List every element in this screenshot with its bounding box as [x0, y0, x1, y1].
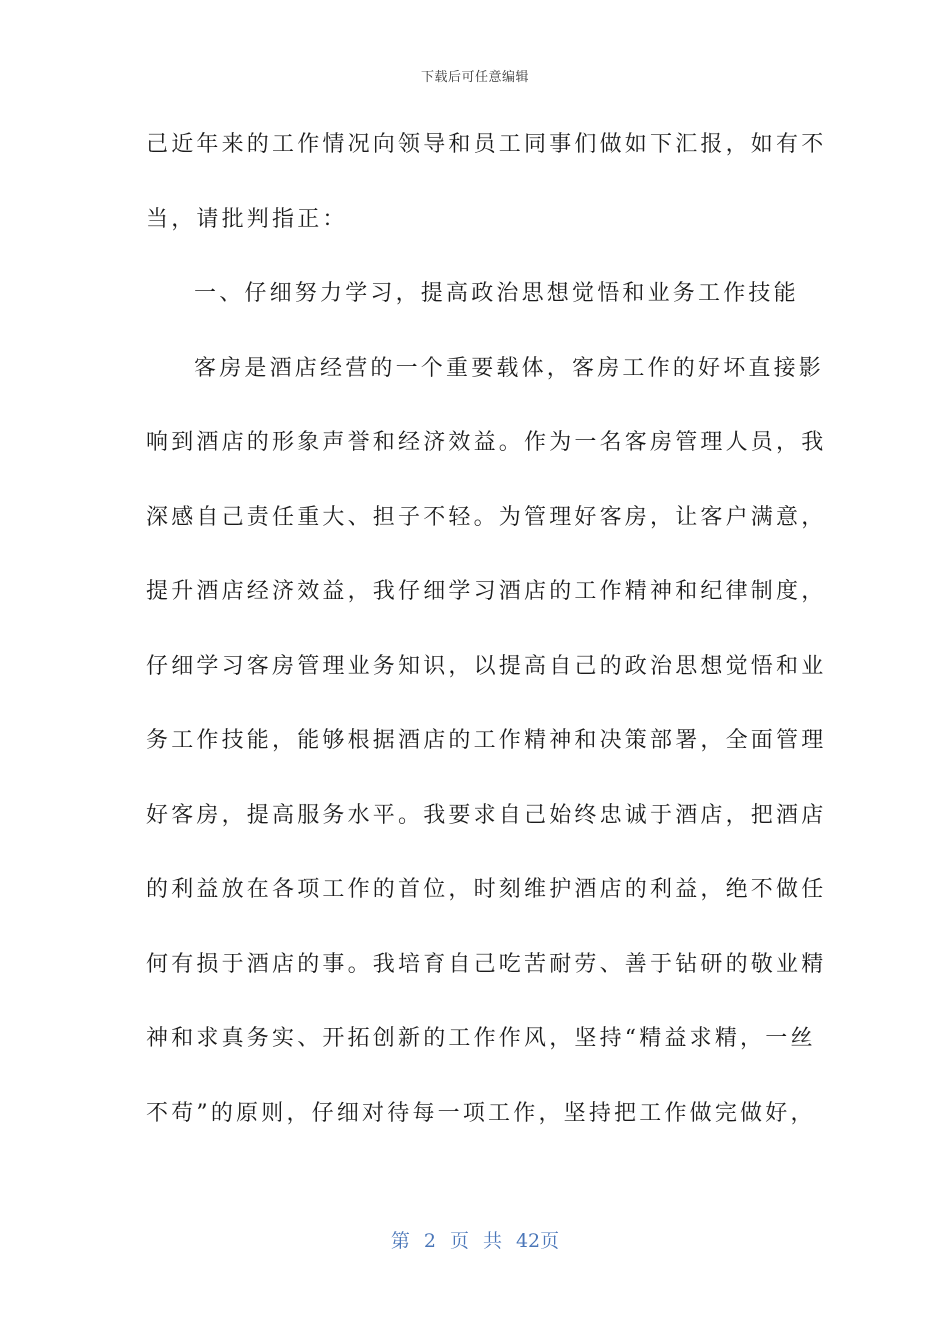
current-page-number: 2: [423, 1230, 436, 1252]
page-number-footer: [0, 1226, 950, 1253]
page-header-note: 下载后可任意编辑: [420, 70, 529, 85]
footer-suffix: 页: [540, 1230, 560, 1252]
text-line: 何有损于酒店的事。我培育自己吃苦耐劳、善于钻研的敬业精: [146, 951, 827, 977]
text-line: 深感自己责任重大、担子不轻。为管理好客房，让客户满意，: [146, 504, 827, 530]
text-line: 好客房，提高服务水平。我要求自己始终忠诚于酒店，把酒店: [146, 802, 827, 828]
text-line: 响到酒店的形象声誉和经济效益。作为一名客房管理人员，我: [146, 430, 827, 455]
text-line: 提升酒店经济效益，我仔细学习酒店的工作精神和纪律制度，: [146, 579, 827, 604]
text-line: 的利益放在各项工作的首位，时刻维护酒店的利益，绝不做任: [146, 877, 827, 902]
text-line: 己近年来的工作情况向领导和员工同事们做如下汇报，如有不: [146, 132, 827, 157]
total-pages-number: 42: [515, 1230, 541, 1252]
text-line: 务工作技能，能够根据酒店的工作精神和决策部署，全面管理: [146, 728, 827, 753]
text-line: 神和求真务实、开拓创新的工作作风，坚持“精益求精，一丝: [146, 1026, 816, 1051]
paragraph-first-line: 客房是酒店经营的一个重要载体，客房工作的好坏直接影: [194, 355, 825, 381]
section-heading: 一、仔细努力学习，提高政治思想觉悟和业务工作技能: [194, 281, 799, 306]
footer-page-label: 页: [449, 1230, 469, 1252]
footer-total-label: 共: [482, 1230, 502, 1252]
document-body: [146, 121, 827, 1164]
text-line: 仔细学习客房管理业务知识，以提高自己的政治思想觉悟和业: [146, 653, 827, 679]
text-line: 不苟”的原则，仔细对待每一项工作，坚持把工作做完做好，: [146, 1100, 816, 1126]
text-line: 当，请批判指正：: [146, 206, 348, 232]
footer-prefix: 第: [390, 1230, 410, 1252]
